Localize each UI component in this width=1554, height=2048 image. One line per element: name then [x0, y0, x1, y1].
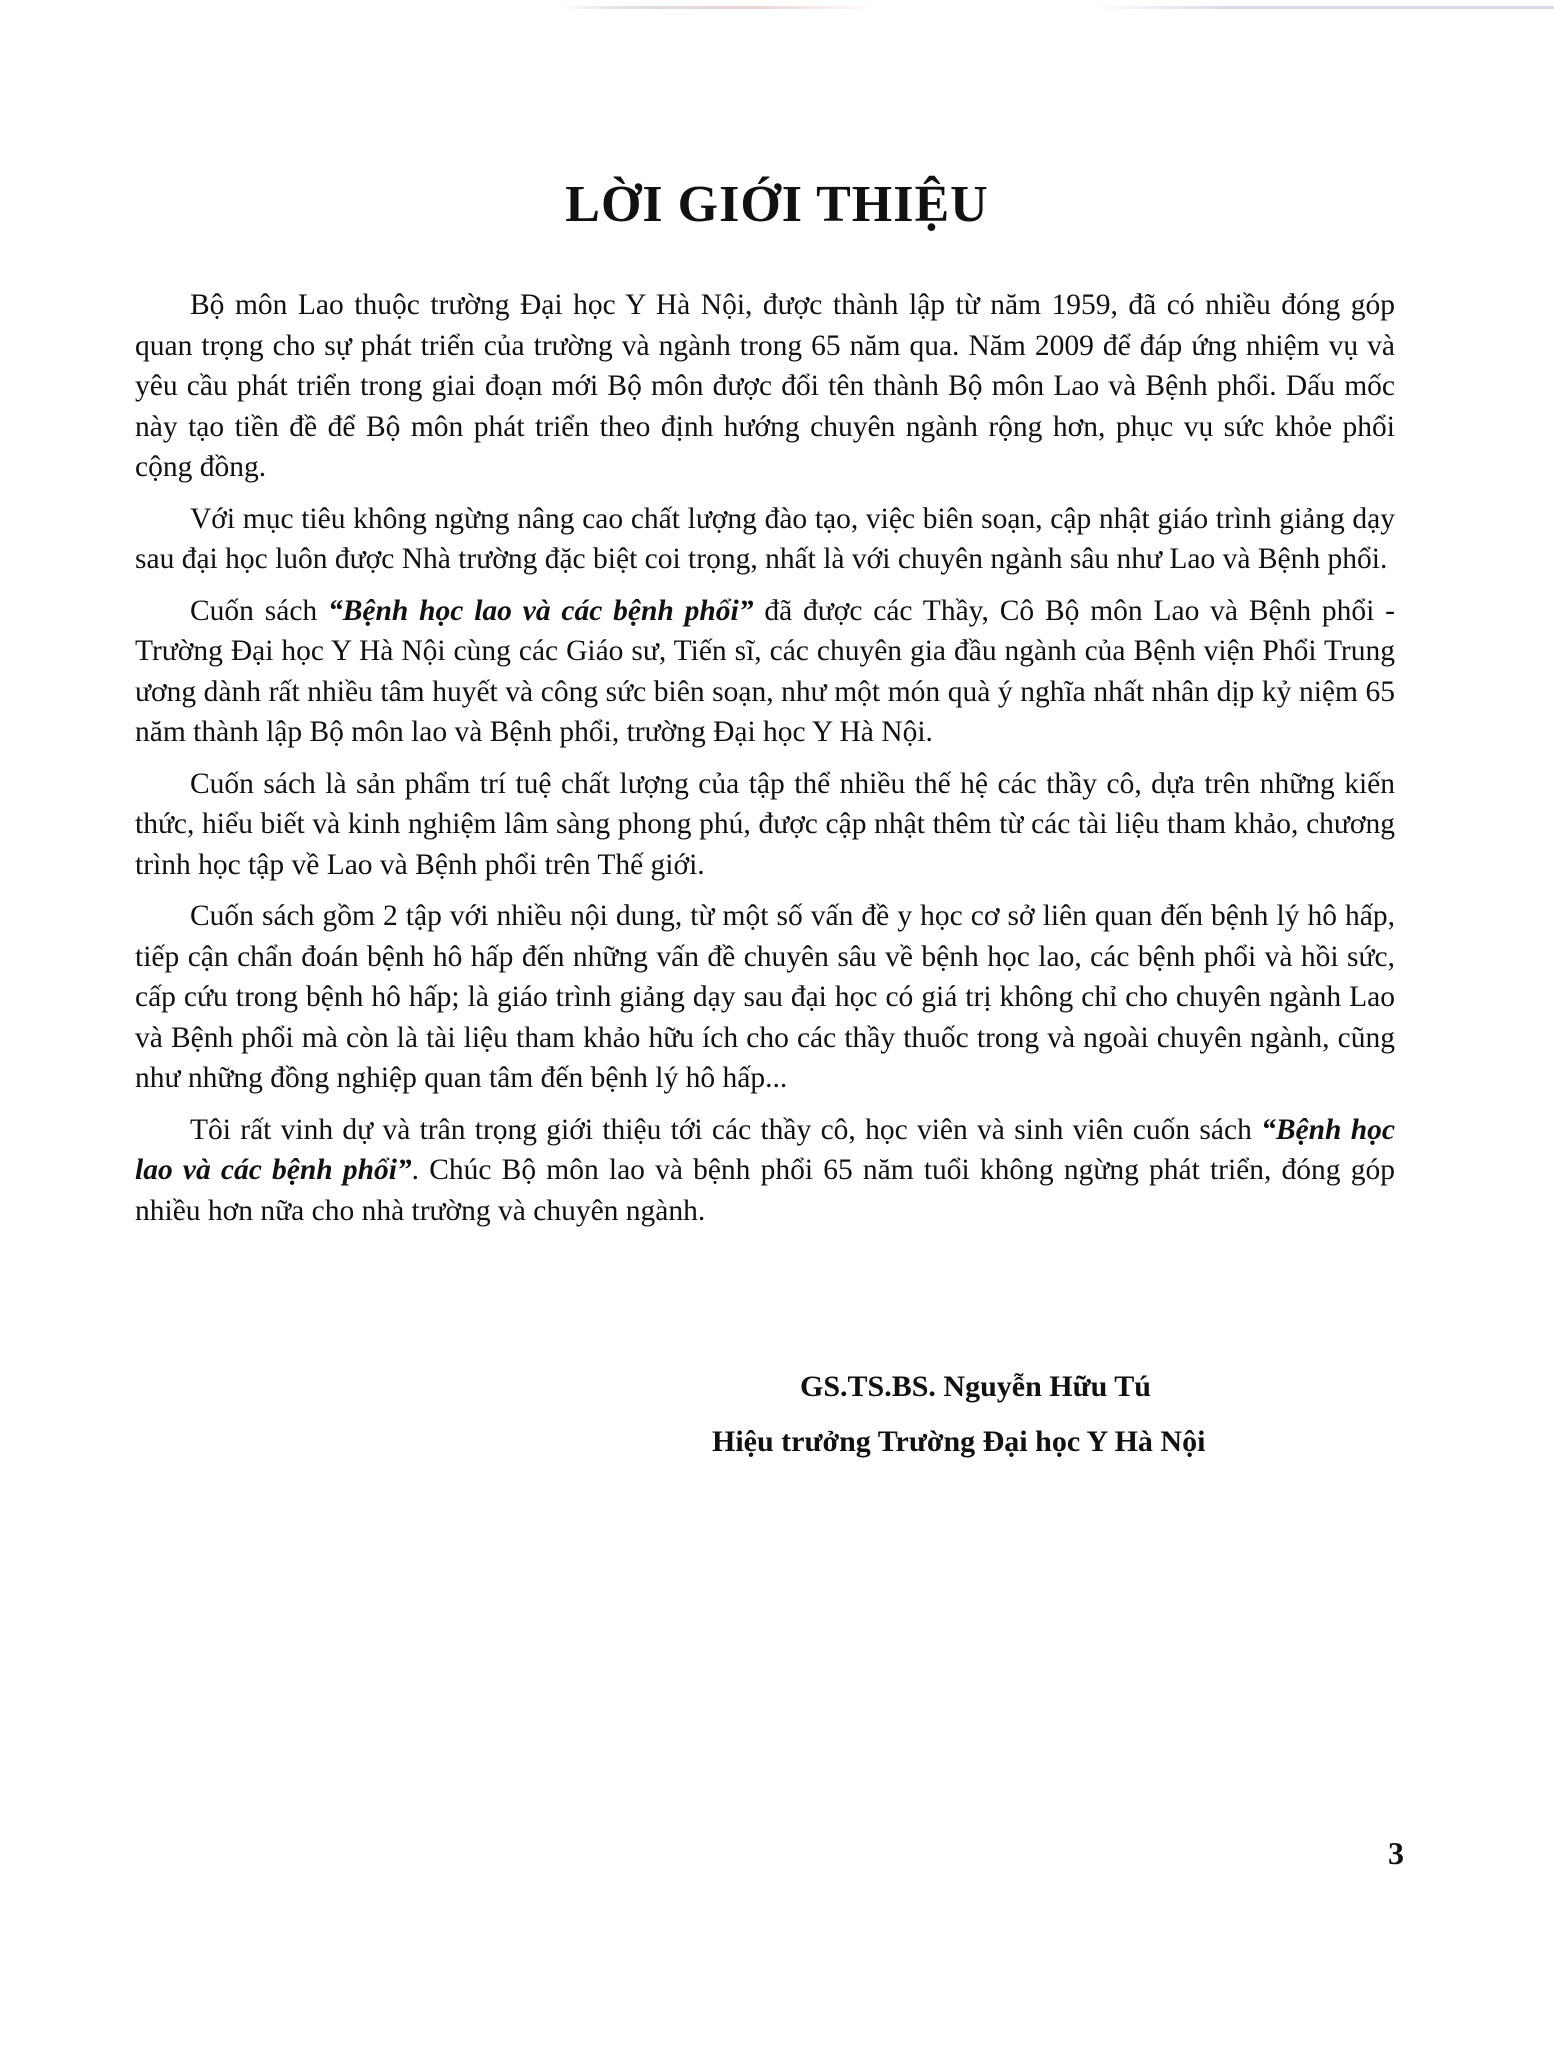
book-title: “Bệnh học lao và các bệnh phổi”: [328, 594, 754, 627]
paragraph: Bộ môn Lao thuộc trường Đại học Y Hà Nội, được thành lập từ năm 1959, đã có nhiều đóng góp quan trọng cho sự phát triển của trường và ngành trong 65 năm qua. Năm 2009 để đáp ứng nhiệm vụ và yêu cầu phát triển trong giai đoạn mới Bộ môn được đổi tên thành Bộ môn Lao và Bệnh phổi. Dấu mốc này tạo tiền đề để Bộ môn phát triển theo định hướng chuyên ngành rộng hơn, phục vụ sức khỏe phổi cộng đồng.: [135, 289, 1395, 483]
paragraph-text: đã được các Thầy, Cô Bộ môn Lao và Bệnh phổi - Trường Đại học Y Hà Nội cùng các Giáo sư, Tiến sĩ, các chuyên gia đầu ngành của Bệnh viện Phổi Trung ương dành rất nhiều tâm huyết và công sức biên soạn, như một món quà ý nghĩa nhất nhân dịp kỷ niệm 65 năm thành lập Bộ môn lao và Bệnh phổi, trường Đại học Y Hà Nội.: [135, 594, 1396, 748]
page-title: LỜI GIỚI THIỆU: [565, 176, 989, 233]
paragraph: [135, 1110, 1395, 1232]
signature-name: GS.TS.BS. Nguyễn Hữu Tú: [800, 1370, 1151, 1403]
book-title: “Bệnh học lao và các bệnh phổi”: [135, 1113, 1395, 1186]
body-text: [135, 285, 1395, 1231]
scan-artifact: [560, 6, 880, 9]
signature-role: Hiệu trưởng Trường Đại học Y Hà Nội: [712, 1425, 1206, 1458]
scan-artifact: [1090, 6, 1554, 9]
paragraph: [135, 591, 1395, 753]
paragraph: Cuốn sách gồm 2 tập với nhiều nội dung, từ một số vấn đề y học cơ sở liên quan đến bệnh lý hô hấp, tiếp cận chẩn đoán bệnh hô hấp đến những vấn đề chuyên sâu về bệnh học lao, các bệnh phổi và hồi sức, cấp cứu trong bệnh hô hấp; là giáo trình giảng dạy sau đại học có giá trị không chỉ cho chuyên ngành Lao và Bệnh phổi mà còn là tài liệu tham khảo hữu ích cho các thầy thuốc trong và ngoài chuyên ngành, cũng như những đồng nghiệp quan tâm đến bệnh lý hô hấp...: [135, 900, 1395, 1094]
paragraph-text: Cuốn sách: [190, 594, 328, 627]
paragraph-text: . Chúc Bộ môn lao và bệnh phổi 65 năm tuổi không ngừng phát triển, đóng góp nhiều hơn nữa cho nhà trường và chuyên ngành.: [135, 1154, 1395, 1227]
paragraph: Cuốn sách là sản phẩm trí tuệ chất lượng của tập thể nhiều thế hệ các thầy cô, dựa trên những kiến thức, hiểu biết và kinh nghiệm lâm sàng phong phú, được cập nhật thêm từ các tài liệu tham khảo, chương trình học tập về Lao và Bệnh phổi trên Thế giới.: [135, 767, 1395, 881]
page-number: 3: [1388, 1835, 1404, 1871]
paragraph-text: Tôi rất vinh dự và trân trọng giới thiệu tới các thầy cô, học viên và sinh viên cuốn sách: [190, 1113, 1262, 1146]
paragraph: Với mục tiêu không ngừng nâng cao chất lượng đào tạo, việc biên soạn, cập nhật giáo trình giảng dạy sau đại học luôn được Nhà trường đặc biệt coi trọng, nhất là với chuyên ngành sâu như Lao và Bệnh phổi.: [135, 502, 1395, 575]
